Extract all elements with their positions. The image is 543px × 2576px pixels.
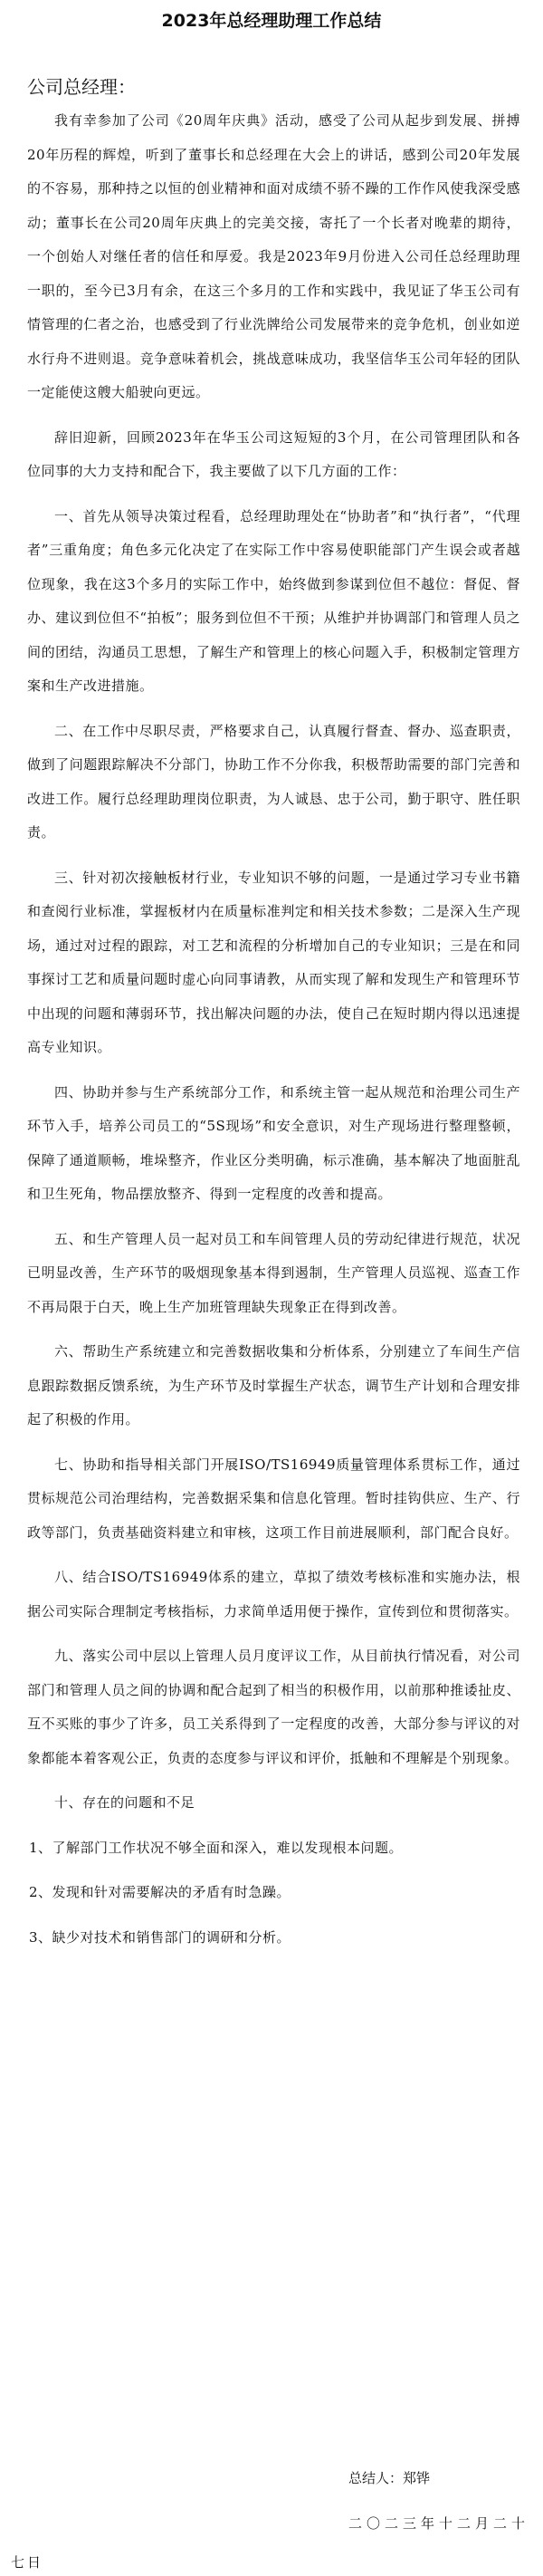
signature-line: 总结人：郑铧 — [348, 2470, 431, 2486]
paragraph: 我有幸参加了公司《20周年庆典》活动，感受了公司从起步到发展、拼搏20年历程的辉煌，听到了董事长和总经理在大会上的讲话，感到公司20年发展的不容易，那种持之以恒的创业精神和面对成绩不骄不躁的工作作风使我深受感动；董事长在公司20周年庆典上的完美交接，寄托了一个长者对晚辈的期待，一个创始人对继任者的信任和厚爱。我是2023年9月份进入公司任总经理助理一职的，至今已3月有余，在这三个多月的工作和实践中，我见证了华玉公司有情管理的仁者之治，也感受到了行业洗牌给公司发展带来的竞争危机，创业如逆水行舟不进则退。竞争意味着机会，挑战意味成功，我坚信华玉公司年轻的团队一定能使这艘大船驶向更远。 — [27, 112, 520, 400]
date-line: 二〇二三年十二月二十 — [348, 2515, 530, 2532]
paragraph: 五、和生产管理人员一起对员工和车间管理人员的劳动纪律进行规范，状况已明显改善，生产环节的吸烟现象基本得到遏制，生产管理人员巡视、巡查工作不再局限于白天，晚上生产加班管理缺失现象正在得到改善。 — [27, 1230, 520, 1315]
paragraph: 九、落实公司中层以上管理人员月度评议工作，从目前执行情况看，对公司部门和管理人员之间的协调和配合起到了相当的积极作用，以前那种推诿扯皮、互不买账的事少了许多，员工关系得到了一定程度的改善，大部分参与评议的对象都能本着客观公正，负责的态度参与评议和评价，抵触和不理解是个别现象。 — [27, 1648, 520, 1766]
paragraph: 七、协助和指导相关部门开展ISO/TS16949质量管理体系贯标工作，通过贯标规范公司治理结构，完善数据采集和信息化管理。暂时挂钩供应、生产、行政等部门，负责基础资料建立和审核，这项工作目前进展顺利，部门配合良好。 — [27, 1456, 520, 1541]
list-item: 3、缺少对技术和销售部门的调研和分析。 — [29, 1928, 291, 1946]
list-item: 2、发现和针对需要解决的矛盾有时急躁。 — [29, 1884, 291, 1900]
paragraph: 辞旧迎新，回顾2023年在华玉公司这短短的3个月，在公司管理团队和各位同事的大力支持和配合下，我主要做了以下几方面的工作： — [27, 428, 520, 479]
paragraph: 六、帮助生产系统建立和完善数据收集和分析体系，分别建立了车间生产信息跟踪数据反馈系统，为生产环节及时掌握生产状态，调节生产计划和合理安排起了积极的作用。 — [27, 1343, 520, 1427]
paragraph: 八、结合ISO/TS16949体系的建立，草拟了绩效考核标准和实施办法，根据公司实际合理制定考核指标，力求简单适用便于操作，宣传到位和贯彻落实。 — [27, 1569, 520, 1620]
document-body — [27, 104, 520, 1966]
list-item: 1、了解部门工作状况不够全面和深入，难以发现根本问题。 — [29, 1839, 404, 1856]
issues-list — [27, 1831, 520, 1956]
paragraph: 二、在工作中尽职尽责，严格要求自己，认真履行督查、督办、巡查职责，做到了问题跟踪解决不分部门，协助工作不分你我，积极帮助需要的部门完善和改进工作。履行总经理助理岗位职责，为人诚恳、忠于公司，勤于职守、胜任职责。 — [27, 722, 520, 841]
section-heading: 十、存在的问题和不足 — [54, 1794, 195, 1811]
paragraph: 一、首先从领导决策过程看，总经理助理处在“协助者”和“执行者”，“代理者”三重角度；角色多元化决定了在实际工作中容易使职能部门产生误会或者越位现象，我在这3个多月的实际工作中，始终做到参谋到位但不越位：督促、督办、建议到位但不“拍板”；服务到位但不干预；从维护并协调部门和管理人员之间的团结，沟通员工思想，了解生产和管理上的核心问题入手，积极制定管理方案和生产改进措施。 — [27, 507, 520, 694]
paragraph: 三、针对初次接触板材行业，专业知识不够的问题，一是通过学习专业书籍和查阅行业标准，掌握板材内在质量标准判定和相关技术参数；二是深入生产现场，通过对过程的跟踪，对工艺和流程的分析增加自己的专业知识；三是在和同事探讨工艺和质量问题时虚心向同事请教，从而实现了解和发现生产和管理环节中出现的问题和薄弱环节，找出解决问题的办法，使自己在短时期内得以迅速提高专业知识。 — [27, 869, 520, 1055]
date-line-continued: 七日 — [11, 2554, 44, 2571]
salutation: 公司总经理： — [27, 76, 136, 98]
document-title: 2023年总经理助理工作总结 — [161, 11, 382, 31]
paragraph: 四、协助并参与生产系统部分工作，和系统主管一起从规范和治理公司生产环节入手，培养公司员工的“5S现场”和安全意识，对生产现场进行整理整顿，保障了通道顺畅，堆垛整齐，作业区分类明确，标示准确，基本解决了地面脏乱和卫生死角，物品摆放整齐、得到一定程度的改善和提高。 — [27, 1083, 520, 1202]
